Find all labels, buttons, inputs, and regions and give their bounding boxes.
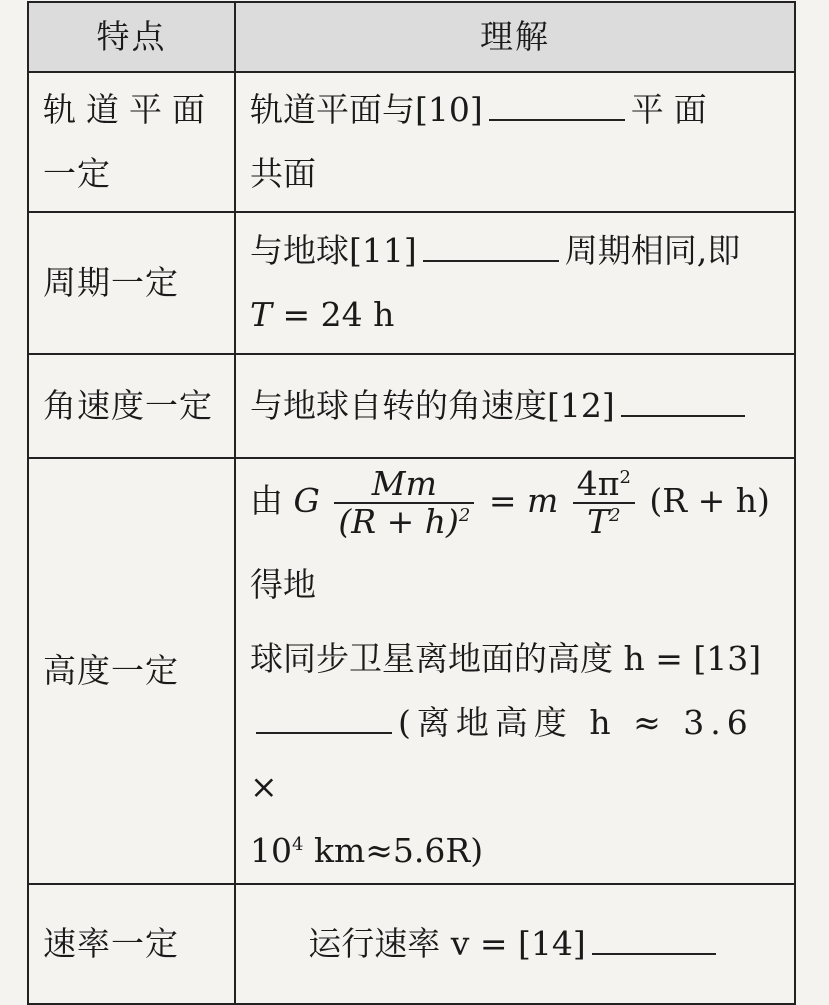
table-row	[28, 884, 795, 1004]
period-value: = 24 h	[272, 295, 395, 334]
fraction-period-denominator: $T^2$	[587, 502, 621, 541]
answer-blank-10[interactable]	[489, 115, 625, 121]
table-header-row	[28, 2, 795, 72]
feature-cell: 高度一定	[28, 458, 235, 884]
power-exponent: 4	[292, 834, 304, 855]
table-row	[28, 354, 795, 458]
fraction-period-numerator: $4\pi^2$	[573, 466, 635, 504]
answer-blank-12[interactable]	[621, 411, 745, 417]
answer-blank-14[interactable]	[592, 949, 716, 955]
understanding-text-b: 球同步卫星离地面的高度 h = [13]	[250, 639, 762, 678]
formula-g: G	[293, 481, 320, 520]
fraction-mass-denominator: $(R + h)^2$	[338, 502, 471, 541]
gravity-formula	[250, 459, 780, 627]
understanding-text-a: 与地球自转的角速度[12]	[250, 386, 615, 425]
header-feature: 特点	[28, 2, 235, 72]
formula-prefix: 由	[250, 481, 283, 520]
satellite-characteristics-table	[27, 1, 796, 1005]
understanding-cell	[235, 354, 795, 458]
understanding-text-a: 运行速率 v = [14]	[308, 924, 586, 963]
power-base: 10	[250, 831, 292, 870]
understanding-text-a: 轨道平面与[10]	[250, 90, 483, 129]
understanding-cell	[235, 212, 795, 354]
header-understanding: 理解	[235, 2, 795, 72]
understanding-cell	[235, 72, 795, 212]
feature-cell	[28, 72, 235, 212]
formula-suffix: (R + h)得地	[250, 481, 770, 604]
understanding-text-b: 周期相同,即	[564, 231, 741, 270]
feature-cell: 速率一定	[28, 884, 235, 1004]
understanding-text-d: km≈5.6R)	[303, 831, 484, 870]
feature-cell: 角速度一定	[28, 354, 235, 458]
understanding-cell	[235, 884, 795, 1004]
feature-line1: 轨道平面	[43, 90, 215, 129]
table-row	[28, 72, 795, 212]
table-row	[28, 458, 795, 884]
answer-blank-13[interactable]	[256, 728, 392, 734]
understanding-text-b: 平面	[630, 90, 717, 129]
period-variable: T	[250, 295, 273, 334]
fraction-mass	[334, 466, 474, 540]
height-text	[250, 627, 780, 691]
feature-line2: 一定	[43, 154, 111, 193]
fraction-period	[573, 466, 635, 540]
answer-blank-11[interactable]	[423, 256, 559, 262]
understanding-text-c: (离地高度 h ≈ 3.6 ×	[250, 703, 754, 806]
feature-cell: 周期一定	[28, 212, 235, 354]
fraction-mass-numerator: Mm	[334, 466, 474, 504]
understanding-text-a: 与地球[11]	[250, 231, 417, 270]
table-row	[28, 212, 795, 354]
formula-equals: = m	[488, 481, 559, 520]
understanding-cell	[235, 458, 795, 884]
understanding-text-c: 共面	[250, 154, 316, 193]
